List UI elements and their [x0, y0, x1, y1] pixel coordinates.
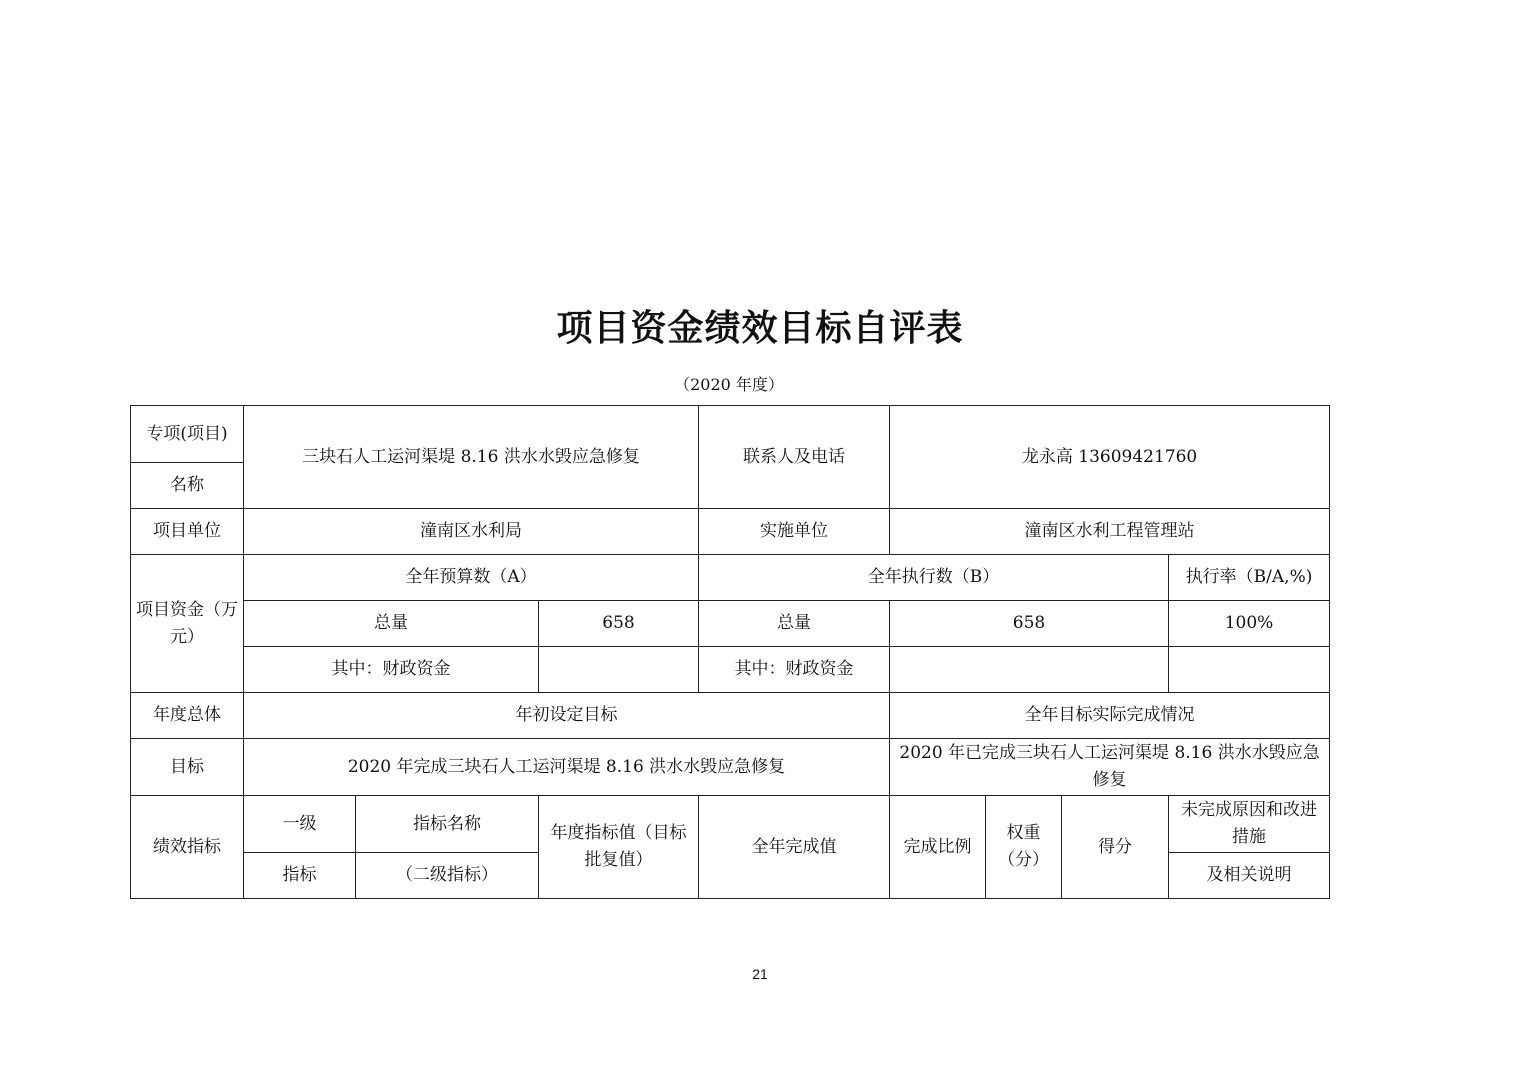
- contact-value: 龙永高 13609421760: [890, 406, 1330, 509]
- project-unit-label: 项目单位: [131, 509, 244, 555]
- budget-fiscal-label: 其中：财政资金: [244, 647, 539, 693]
- execution-rate-header: 执行率（B/A,%): [1169, 555, 1330, 601]
- project-name-label-bottom: 名称: [131, 463, 244, 509]
- actual-goal-value: 2020 年已完成三块石人工运河渠堤 8.16 洪水水毁应急修复: [890, 739, 1330, 796]
- completion-ratio-header: 完成比例: [890, 796, 986, 899]
- weight-header: 权重（分）: [986, 796, 1062, 899]
- fiscal-rate-value: [1169, 647, 1330, 693]
- budget-fiscal-value: [539, 647, 699, 693]
- annual-indicator-value-header: 年度指标值（目标批复值）: [539, 796, 699, 899]
- budget-total-label: 总量: [244, 601, 539, 647]
- implementing-unit-label: 实施单位: [699, 509, 890, 555]
- performance-indicators-label: 绩效指标: [131, 796, 244, 899]
- self-evaluation-table: [130, 405, 1330, 899]
- indicator-name-bottom: （二级指标）: [356, 853, 539, 899]
- annual-execution-header: 全年执行数（B）: [699, 555, 1169, 601]
- budget-total-value: 658: [539, 601, 699, 647]
- implementing-unit-value: 潼南区水利工程管理站: [890, 509, 1330, 555]
- indicator-level-bottom: 指标: [244, 853, 356, 899]
- execution-rate-value: 100%: [1169, 601, 1330, 647]
- project-name-value: 三块石人工运河渠堤 8.16 洪水水毁应急修复: [244, 406, 699, 509]
- indicator-name-top: 指标名称: [356, 796, 539, 853]
- full-year-value-header: 全年完成值: [699, 796, 890, 899]
- indicator-level-top: 一级: [244, 796, 356, 853]
- document-title: 项目资金绩效目标自评表: [556, 308, 964, 349]
- reason-header-top: 未完成原因和改进措施: [1169, 796, 1330, 853]
- project-unit-value: 潼南区水利局: [244, 509, 699, 555]
- annual-budget-header: 全年预算数（A）: [244, 555, 699, 601]
- execution-fiscal-value: [890, 647, 1169, 693]
- page-number: 21: [752, 966, 768, 982]
- annual-goal-label-bottom: 目标: [131, 739, 244, 796]
- reason-header-bottom: 及相关说明: [1169, 853, 1330, 899]
- planned-goal-value: 2020 年完成三块石人工运河渠堤 8.16 洪水水毁应急修复: [244, 739, 890, 796]
- contact-label: 联系人及电话: [699, 406, 890, 509]
- planned-goal-header: 年初设定目标: [244, 693, 890, 739]
- annual-goal-label-top: 年度总体: [131, 693, 244, 739]
- execution-fiscal-label: 其中：财政资金: [699, 647, 890, 693]
- project-funds-label: 项目资金（万元）: [131, 555, 244, 693]
- execution-total-label: 总量: [699, 601, 890, 647]
- score-header: 得分: [1062, 796, 1169, 899]
- execution-total-value: 658: [890, 601, 1169, 647]
- document-year: （2020 年度）: [674, 375, 784, 394]
- actual-goal-header: 全年目标实际完成情况: [890, 693, 1330, 739]
- project-name-label-top: 专项(项目): [131, 406, 244, 463]
